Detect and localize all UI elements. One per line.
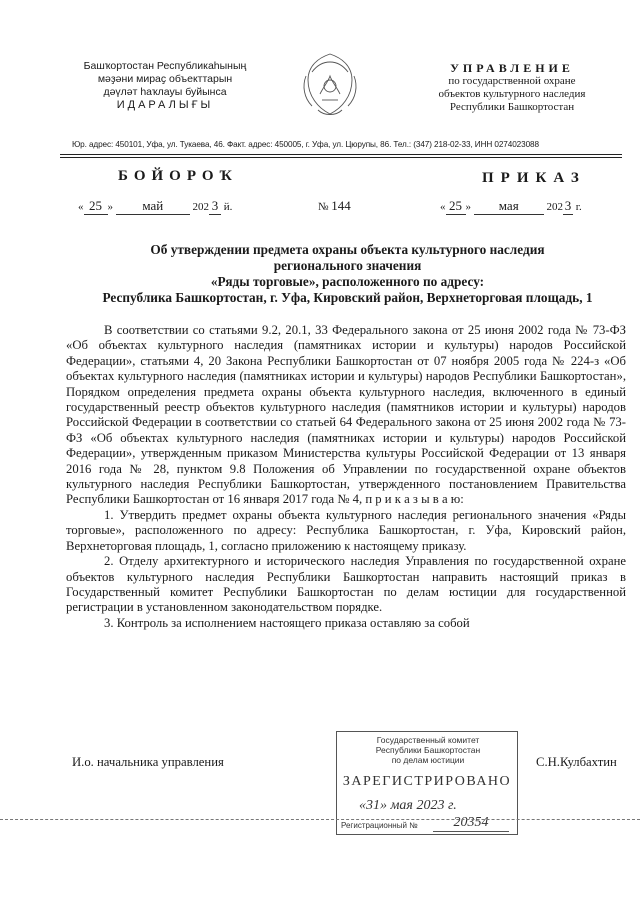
doc-number-value: 144 — [331, 198, 351, 213]
date-left-year: 3 — [209, 198, 221, 215]
date-right-day: 25 — [446, 198, 466, 215]
date-right-month: мая — [474, 198, 544, 215]
header-right-block — [412, 62, 612, 114]
header-right-line-2: объектов культурного наследия — [438, 88, 586, 100]
order-title-line-3: «Ряды торговые», расположенного по адресу: — [210, 274, 485, 289]
header-right-org: УПРАВЛЕНИЕ — [450, 61, 574, 75]
coat-of-arms-icon — [298, 50, 362, 120]
order-item-2: 2. Отделу архитектурного и исторического наследия Управления по государственной охране объектов культурного наследия Республики Башкортостан направить настоящий приказ в Государственный комитет Республики Башкортостан по делам юстиции для государственной регистрации в установленном законодательством порядке. — [66, 554, 626, 615]
page-bottom-divider — [0, 819, 640, 820]
stamp-title: ЗАРЕГИСТРИРОВАНО — [342, 774, 512, 789]
order-title-line-4: Республика Башкортостан, г. Уфа, Кировский район, Верхнеторговая площадь, 1 — [102, 290, 593, 305]
order-title — [60, 242, 635, 306]
date-right-year: 3 — [564, 198, 572, 213]
stamp-line-2: Республики Башкортостан — [375, 745, 481, 755]
date-left-month: май — [116, 198, 190, 215]
stamp-date: «31» мая 2023 г. — [359, 798, 457, 813]
order-item-3: 3. Контроль за исполнением настоящего приказа оставляю за собой — [104, 615, 470, 630]
doc-number: № 144 — [318, 198, 351, 213]
stamp-line-3: по делам юстиции — [391, 755, 465, 765]
date-left: « 25 » май 202 3 й. — [78, 198, 233, 213]
date-left-day: 25 — [84, 198, 108, 215]
order-preamble: В соответствии со статьями 9.2, 20.1, 33 Федерального закона от 25 июня 2002 года № 73-ФЗ «Об объектах культурного наследия (памятниках истории и культуры) народов Российской Федерации», статьями 4, 20 Закона Республики Башкортостан от 07 ноября 2005 года № 224-з «Об объектах культурного наследия (памятниках истории и культуры) народов Республики Башкортостан», Порядком определения предмета охраны объекта культурного наследия, включенного в единый государственный реестр объектов культурного наследия (памятников истории и культуры) народов Российской Федерации в соответствии со статьей 64 Федерального закона от 25 июня 2002 года № 73-ФЗ «Об объектах культурного наследия (памятниках истории и культуры) народов Российской Федерации», утвержденным приказом Министерства культуры Российской Федерации от 13 января 2016 года № 28, пунктом 9.8 Положения об Управлении по государственной охране объектов культурного наследия Республики Башкортостан, утвержденного постановлением Правительства Республики Башкортостан от 16 января 2017 года № 4, п р и к а з ы в а ю: — [66, 323, 626, 507]
stamp-line-1: Государственный комитет — [376, 735, 480, 745]
order-body — [66, 323, 626, 631]
address-line: Юр. адрес: 450101, Уфа, ул. Тукаева, 46. Факт. адрес: 450005, г. Уфа, ул. Цюрупы, 86. Тел.: (347) 218-02-33, ИНН 0274023088 — [72, 140, 539, 149]
header-divider — [60, 154, 622, 155]
header-left-block — [60, 60, 270, 112]
signatory-position: И.о. начальника управления — [72, 755, 224, 769]
header-left-line-3: дәүләт һаҡлауы буйынса — [103, 86, 227, 98]
header-divider-thin — [60, 157, 622, 158]
header-left-line-2: мәҙәни мираҫ объекттарын — [97, 73, 233, 85]
doc-type-bashkir: БОЙОРОҠ — [118, 168, 238, 184]
stamp-reg-label: Регистрационный № — [341, 821, 418, 830]
stamp-reg-number: 20354 — [433, 815, 509, 832]
date-right: « 25 » мая 202 3 г. — [440, 198, 582, 213]
order-title-line-2: регионального значения — [273, 258, 422, 273]
signatory-name: С.Н.Кулбахтин — [536, 755, 617, 769]
header-right-line-1: по государственной охране — [448, 75, 576, 87]
order-item-1: 1. Утвердить предмет охраны объекта культурного наследия регионального значения «Ряды торговые», расположенного по адресу: Республика Башкортостан, г. Уфа, Кировский район, Верхнеторговая площадь, 1, согласно приложению к настоящему приказу. — [66, 507, 626, 553]
header-right-line-3: Республики Башкортостан — [449, 101, 575, 113]
header-left-org: ИДАРАЛЫҒЫ — [116, 99, 214, 111]
header-left-line-1: Башҡортостан Республикаһының — [83, 60, 247, 72]
order-title-line-1: Об утверждении предмета охраны объекта культурного наследия — [150, 242, 545, 257]
doc-type-russian: ПРИКАЗ — [482, 170, 586, 186]
